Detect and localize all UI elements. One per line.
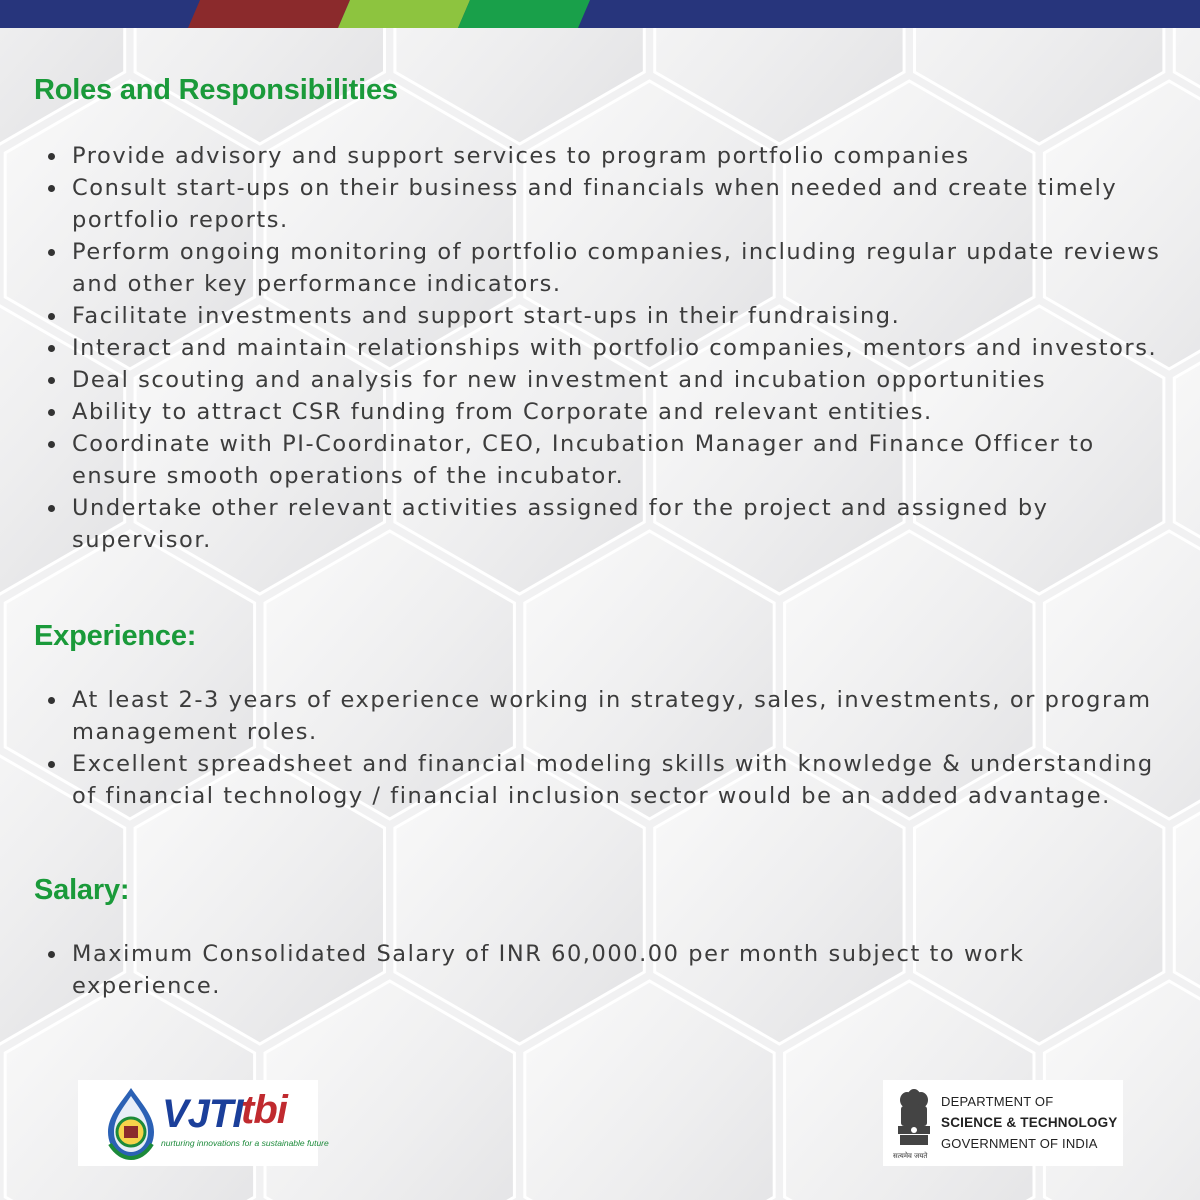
list-item: Deal scouting and analysis for new investment and incubation opportunities — [38, 364, 1168, 396]
dst-line-department: DEPARTMENT OF — [941, 1094, 1054, 1109]
top-color-bar — [0, 0, 1200, 28]
vjti-tagline: nurturing innovations for a sustainable future — [161, 1138, 329, 1148]
roles-list — [38, 140, 1168, 556]
national-emblem-icon — [895, 1088, 933, 1154]
roles-heading: Roles and Responsibilities — [34, 74, 398, 106]
list-item: Consult start-ups on their business and financials when needed and create timely portfolio reports. — [38, 172, 1168, 236]
list-item: Ability to attract CSR funding from Corporate and relevant entities. — [38, 396, 1168, 428]
list-item: Maximum Consolidated Salary of INR 60,000.00 per month subject to work experience. — [38, 938, 1168, 1002]
salary-list — [38, 938, 1168, 1002]
dst-motto: सत्यमेव जयते — [893, 1152, 928, 1160]
dst-line-science-technology: SCIENCE & TECHNOLOGY — [941, 1115, 1118, 1130]
list-item: At least 2-3 years of experience working in strategy, sales, investments, or program management roles. — [38, 684, 1168, 748]
tbi-wordmark: tbi — [241, 1088, 287, 1132]
dst-line-government: GOVERNMENT OF INDIA — [941, 1136, 1098, 1151]
experience-heading: Experience: — [34, 620, 197, 652]
dst-logo — [883, 1080, 1123, 1166]
list-item: Coordinate with PI-Coordinator, CEO, Incubation Manager and Finance Officer to ensure smooth operations of the incubator. — [38, 428, 1168, 492]
list-item: Facilitate investments and support start-ups in their fundraising. — [38, 300, 1168, 332]
vjti-wordmark: VJTI — [162, 1092, 243, 1136]
salary-heading: Salary: — [34, 874, 130, 906]
list-item: Provide advisory and support services to program portfolio companies — [38, 140, 1168, 172]
experience-list — [38, 684, 1168, 812]
list-item: Perform ongoing monitoring of portfolio companies, including regular update reviews and other key performance indicators. — [38, 236, 1168, 300]
list-item: Undertake other relevant activities assigned for the project and assigned by supervisor. — [38, 492, 1168, 556]
vjti-emblem-icon — [102, 1086, 160, 1160]
vjti-tbi-logo — [78, 1080, 329, 1166]
list-item: Excellent spreadsheet and financial modeling skills with knowledge & understanding of financial technology / financial inclusion sector would be an added advantage. — [38, 748, 1168, 812]
list-item: Interact and maintain relationships with portfolio companies, mentors and investors. — [38, 332, 1168, 364]
